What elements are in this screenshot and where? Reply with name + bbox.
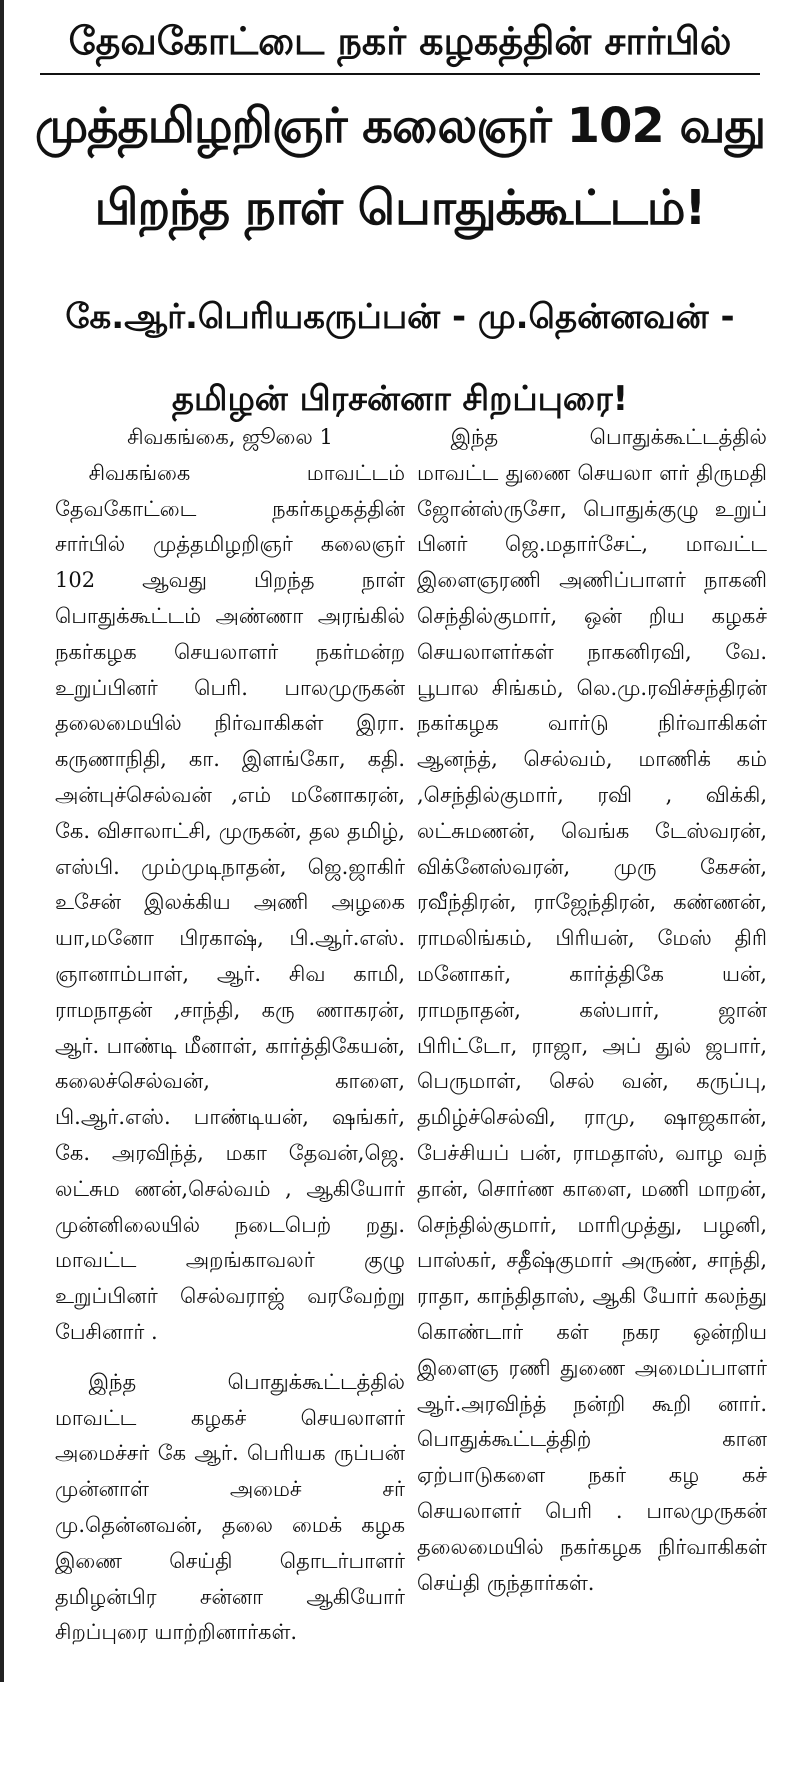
main-headline bbox=[30, 85, 770, 249]
left-border-rule bbox=[0, 0, 4, 1682]
headline-line-1: முத்தமிழறிஞர் கலைஞர் 102 வது bbox=[34, 98, 766, 154]
headline-line-2: பிறந்த நாள் பொதுக்கூட்டம்! bbox=[94, 180, 706, 236]
article-paragraph-3: இந்த பொதுக்கூட்டத்தில் மாவட்ட துணை செயலா ளர் திருமதி ஜோன்ஸ்ருசோ, பொதுக்குழு உறுப் பினர் ஜெ.மதார்சேட், மாவட்ட இளைஞரணி அணிப்பாளர் நாகனி செந்தில்குமார், ஒன் றிய கழகச் செயலாளர்கள் நாகனிரவி, வே. பூபால சிங்கம், லெ.மு.ரவிச்சந்திரன் நகர்கழக வார்டு நிர்வாகிகள் ஆனந்த், செல்வம், மாணிக் கம் ,செந்தில்குமார், ரவி , விக்கி, லட்சுமணன், வெங்க டேஸ்வரன், விக்னேஸ்வரன், முரு கேசன், ரவீந்திரன், ராஜேந்திரன், கண்ணன், ராமலிங்கம், பிரியன், மேஸ் திரி மனோகர், கார்த்திகே யன், ராமநாதன், கஸ்பார், ஜான் பிரிட்டோ, ராஜா, அப் துல் ஜபார், பெருமாள், செல் வன், கருப்பு, தமிழ்ச்செல்வி, ராமு, ஷாஜகான், பேச்சியப் பன், ராமதாஸ், வாழ வந் தான், சொர்ண காளை, மணி மாறன், செந்தில்குமார், மாரிமுத்து, பழனி, பாஸ்கர், சதீஷ்குமார் அருண், சாந்தி, ராதா, காந்திதாஸ், ஆகி யோர் கலந்து கொண்டார் கள் நகர ஒன்றிய இளைஞ ரணி துணை அமைப்பாளர் ஆர்.அரவிந்த் நன்றி கூறி னார். பொதுக்கூட்டத்திற் கான ஏற்பாடுகளை நகர் கழ கச் செயலாளர் பெரி . பாலமுருகன் தலைமையில் நகர்கழக நிர்வாகிகள் செய்தி ருந்தார்கள். bbox=[417, 425, 767, 1595]
kicker-heading: தேவகோட்டை நகர் கழகத்தின் சார்பில் bbox=[68, 19, 732, 63]
subhead-line-2: தமிழன் பிரசன்னா சிறப்புரை! bbox=[171, 379, 629, 419]
article-paragraph-2: இந்த பொதுக்கூட்டத்தில் மாவட்ட கழகச் செயலாளர் அமைச்சர் கே ஆர். பெரியக ருப்பன் முன்னாள் அமைச் சர் மு.தென்னவன், தலை மைக் கழக இணை செய்தி தொடர்பாளர் தமிழன்பிர சன்னா ஆகியோர் சிறப்புரை யாற்றினார்கள். bbox=[55, 1369, 405, 1645]
subheadline bbox=[20, 276, 780, 440]
article-paragraph-1: சிவகங்கை மாவட்டம் தேவகோட்டை நகர்கழகத்தின் சார்பில் முத்தமிழறிஞர் கலைஞர் 102 ஆவது பிறந்த நாள் பொதுக்கூட்டம் அண்ணா அரங்கில் நகர்கழக செயலாளர் நகர்மன்ற உறுப்பினர் பெரி. பாலமுருகன் தலைமையில் நிர்வாகிகள் இரா. கருணாநிதி, கா. இளங்கோ, கதி. அன்புச்செல்வன் ,எம் மனோகரன், கே. விசாலாட்சி, முருகன், தல தமிழ், எஸ்பி. மும்முடிநாதன், ஜெ.ஜாகிர் உசேன் இலக்கிய அணி அழகை யா,மனோ பிரகாஷ், பி.ஆர்.எஸ். ஞானாம்பாள், ஆர். சிவ காமி, ராமநாதன் ,சாந்தி, கரு ணாகரன், ஆர். பாண்டி மீனாள், கார்த்திகேயன், கலைச்செல்வன், காளை, பி.ஆர்.எஸ். பாண்டியன், ஷங்கர், கே. அரவிந்த், மகா தேவன்,ஜெ. லட்சும ணன்,செல்வம் , ஆகியோர் முன்னிலையில் நடைபெற் றது. மாவட்ட அறங்காவலர் குழு உறுப்பினர் செல்வராஜ் வரவேற்று பேசினார் . bbox=[55, 460, 405, 1344]
kicker-divider bbox=[40, 73, 760, 75]
article-column-left bbox=[55, 420, 405, 1651]
article-dateline: சிவகங்கை, ஜூலை 1 bbox=[127, 425, 333, 449]
subhead-line-1: கே.ஆர்.பெரியகருப்பன் - மு.தென்னவன் - bbox=[65, 297, 735, 337]
article-column-right bbox=[417, 420, 767, 1601]
